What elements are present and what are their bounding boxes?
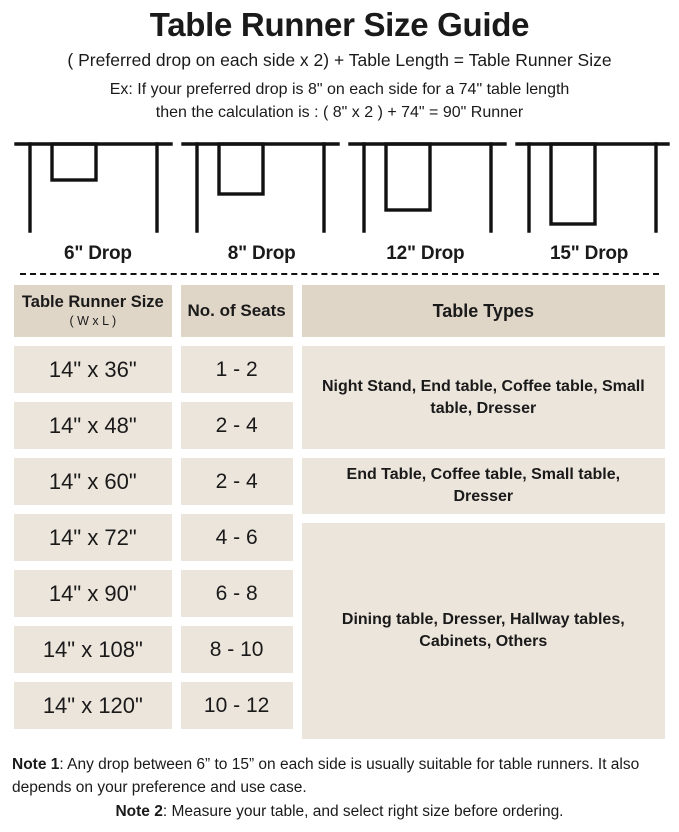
column-runner-size <box>14 285 172 738</box>
example-block <box>0 78 679 124</box>
table-row: 2 - 4 <box>181 402 293 449</box>
table-row: 14" x 48" <box>14 402 172 449</box>
note-1-label: Note 1 <box>12 756 60 774</box>
example-line-1: Ex: If your preferred drop is 8" on each side for a 74" table length <box>109 80 570 98</box>
dashed-divider <box>20 273 659 275</box>
formula-line: ( Preferred drop on each side x 2) + Table Length = Table Runner Size <box>67 49 612 70</box>
table-row: Dining table, Dresser, Hallway tables, Cabinets, Others <box>302 523 665 739</box>
drop-labels-row <box>8 243 671 265</box>
drop-label-12: 12" Drop <box>386 243 465 265</box>
header-runner-size-sub: ( W x L ) <box>69 314 117 329</box>
header-table-types: Table Types <box>302 285 665 337</box>
note-2-text: : Measure your table, and select right size before ordering. <box>162 803 564 820</box>
page-title: Table Runner Size Guide <box>149 6 530 43</box>
table-row: 8 - 10 <box>181 626 293 673</box>
notes-section <box>0 748 679 823</box>
table-row: 4 - 6 <box>181 514 293 561</box>
size-table <box>0 285 679 748</box>
table-row: 1 - 2 <box>181 346 293 393</box>
table-row: 14" x 36" <box>14 346 172 393</box>
drop-illustration <box>8 134 671 242</box>
note-2-label: Note 2 <box>115 803 163 820</box>
table-row: 14" x 90" <box>14 570 172 617</box>
table-row: End Table, Coffee table, Small table, Dresser <box>302 458 665 514</box>
header-seats: No. of Seats <box>181 285 293 337</box>
table-row: 10 - 12 <box>181 682 293 729</box>
table-row: Night Stand, End table, Coffee table, Small table, Dresser <box>302 346 665 449</box>
column-table-types <box>302 285 665 748</box>
header-runner-size-label: Table Runner Size <box>21 293 164 312</box>
header-runner-size <box>14 285 172 337</box>
table-row: 6 - 8 <box>181 570 293 617</box>
drop-diagram-section <box>0 134 679 275</box>
table-row: 14" x 120" <box>14 682 172 729</box>
drop-label-15: 15" Drop <box>550 243 629 265</box>
note-1 <box>12 754 667 799</box>
note-2 <box>12 801 667 823</box>
note-1-text: : Any drop between 6” to 15” on each side is usually suitable for table runners. It also depends on your preference and use case. <box>12 756 640 796</box>
table-row: 2 - 4 <box>181 458 293 505</box>
drop-label-8: 8" Drop <box>227 243 296 265</box>
table-row: 14" x 72" <box>14 514 172 561</box>
drop-label-6: 6" Drop <box>63 243 132 265</box>
example-line-2: then the calculation is : ( 8" x 2 ) + 74" = 90" Runner <box>155 103 524 121</box>
table-row: 14" x 60" <box>14 458 172 505</box>
column-seats <box>181 285 293 738</box>
table-row: 14" x 108" <box>14 626 172 673</box>
size-guide-page <box>0 6 679 832</box>
